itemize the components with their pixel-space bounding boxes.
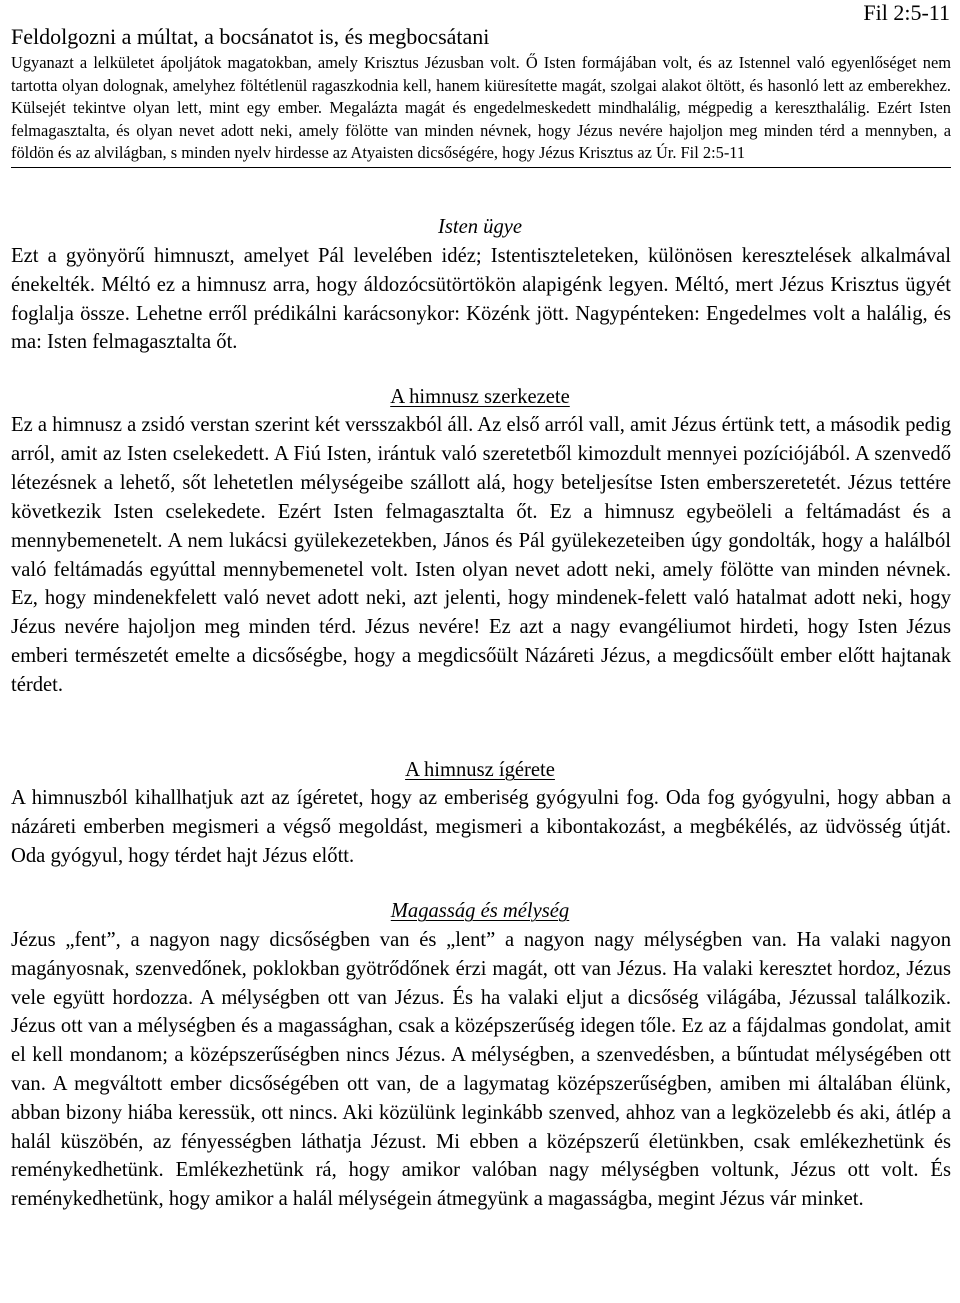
section-body-igerete: A himnuszból kihallhatjuk azt az ígéretet, hogy az emberiség gyógyulni fog. Oda fog gyógyulni, hogy abban a názáreti emberben megismeri a végső megoldást, megismeri a kibontakozást, a megbékélés, az üdvösség útját. Oda gyógyul, hogy térdet hajt Jézus előtt. xyxy=(11,787,951,867)
sermon-title: Feldolgozni a múltat, a bocsánatot is, és megbocsátani xyxy=(11,24,490,49)
section-heading-igerete: A himnusz ígérete xyxy=(405,759,555,781)
section-body-isten-ugye: Ezt a gyönyörű himnuszt, amelyet Pál levelében idéz; Istentiszteleteken, különösen keresztelések alkalmával énekelték. Méltó ez a himnusz arra, hogy áldozócsütörtökön alapigénk legyen. Méltó, mert Jézus Krisztus ügyét foglalja össze. Lehetne erről prédikálni karácsonykor: Közénk jött. Nagypénteken: Engedelmes volt a halálig, és ma: Isten felmagasztalta őt. xyxy=(11,245,951,354)
section-heading-szerkezete: A himnusz szerkezete xyxy=(390,386,570,408)
section-body-szerkezete: Ez a himnusz a zsidó verstan szerint két versszakból áll. Az első arról vall, amit Jézus értünk tett, a második pedig arról, amit az Isten cselekedett. A Fiú Isten, irántuk való szeretetből kimozdult mennyei pozíciójából. A szenvedő létezésnek a lehető, sőt lehetetlen mélységeibe szállott alá, hogy beteljesítse Isten emberszeretetét. Jézus tettére következik Isten cselekedete. Ezért Isten felmagasztalta őt. Ez a himnusz egybeöleli a feltámadást és a mennybemenetelt. A nem lukácsi gyülekezetekben, János és Pál gyülekezeteiben úgy gondolták, hogy a halálból való feltámadás egyúttal mennybemenetel volt. Isten olyan nevet adott neki, amely fölötte van minden névnek. Ez, hogy mindenekfelett való nevet adott neki, azt jelenti, hogy mindenek-felett való hatalmat adott neki, hogy Jézus nevére hajoljon meg minden térd. Jézus nevére! Ez azt a nagy evangéliumot hirdeti, hogy Isten Jézus emberi természetét emelte a dicsőségbe, hogy a megdicsőült Názáreti Jézus, a megdicsőült ember előtt hajtanak térdet. xyxy=(11,414,951,697)
section-heading-isten-ugye: Isten ügye xyxy=(437,216,523,238)
section-heading-magassag: Magasság és mélység xyxy=(390,900,570,922)
bible-reference: Fil 2:5-11 xyxy=(863,0,950,25)
section-body-magassag: Jézus „fent”, a nagyon nagy dicsőségben van és „lent” a nagyon nagy mélységben van. Ha valaki nagyon magányosnak, szenvedőnek, poklokban gyötrődőnek érzi magát, ott van Jézus. Ha valaki keresztet hordoz, Jézus vele együtt hordozza. A mélységben ott van Jézus. És ha valaki eljut a dicsőség világába, Jézussal találkozik. Jézus ott van a mélységben és a magassághan, csak a középszerűség idegen tőle. Ez az a fájdalmas gondolat, amit el kell mondanom; a középszerűségben nincs Jézus. A mélységben, a szenvedésben, a bűntudat mélységében ott van. A megváltott ember dicsőségében ott van, de a lagymatag középszerűségben, amiben mi általában élünk, abban bizony hiába keressük, ott nincs. Aki közülünk leginkább szenved, ahhoz van a legközelebb és aki, átlép a halál küszöbén, az fényességben láthatja Jézust. Mi ebben a középszerű életünkben, csak emlékezhetünk és reménykedhetünk. Emlékezhetünk rá, hogy amikor valóban nagy mélységben voltunk, Jézus ott volt. És reménykedhetünk, hogy amikor a halál mélységein átmegyünk a magasságba, megint Jézus vár minket. xyxy=(11,929,951,1211)
scripture-intro: Ugyanazt a lelkületet ápoljátok magatokban, amely Krisztus Jézusban volt. Ő Isten formájában volt, és az Istennel való egyenlőséget nem tartotta olyan dolognak, amelyhez föltétlenül ragaszkodnia kell, hanem kiüresítette magát, szolgai alakot öltött, és hasonló lett az emberekhez. Külsejét tekintve olyan lett, mint egy ember. Megalázta magát és engedelmeskedett mindhalálig, mégpedig a kereszthalálig. Ezért Isten felmagasztalta, és olyan nevet adott neki, amely fölötte van minden névnek, hogy Jézus nevére hajoljon meg minden térd a mennyben, a földön és az alvilágban, s minden nyelv hirdesse az Atyaisten dicsőségére, hogy Jézus Krisztus az Úr. Fil 2:5-11 xyxy=(11,52,951,168)
